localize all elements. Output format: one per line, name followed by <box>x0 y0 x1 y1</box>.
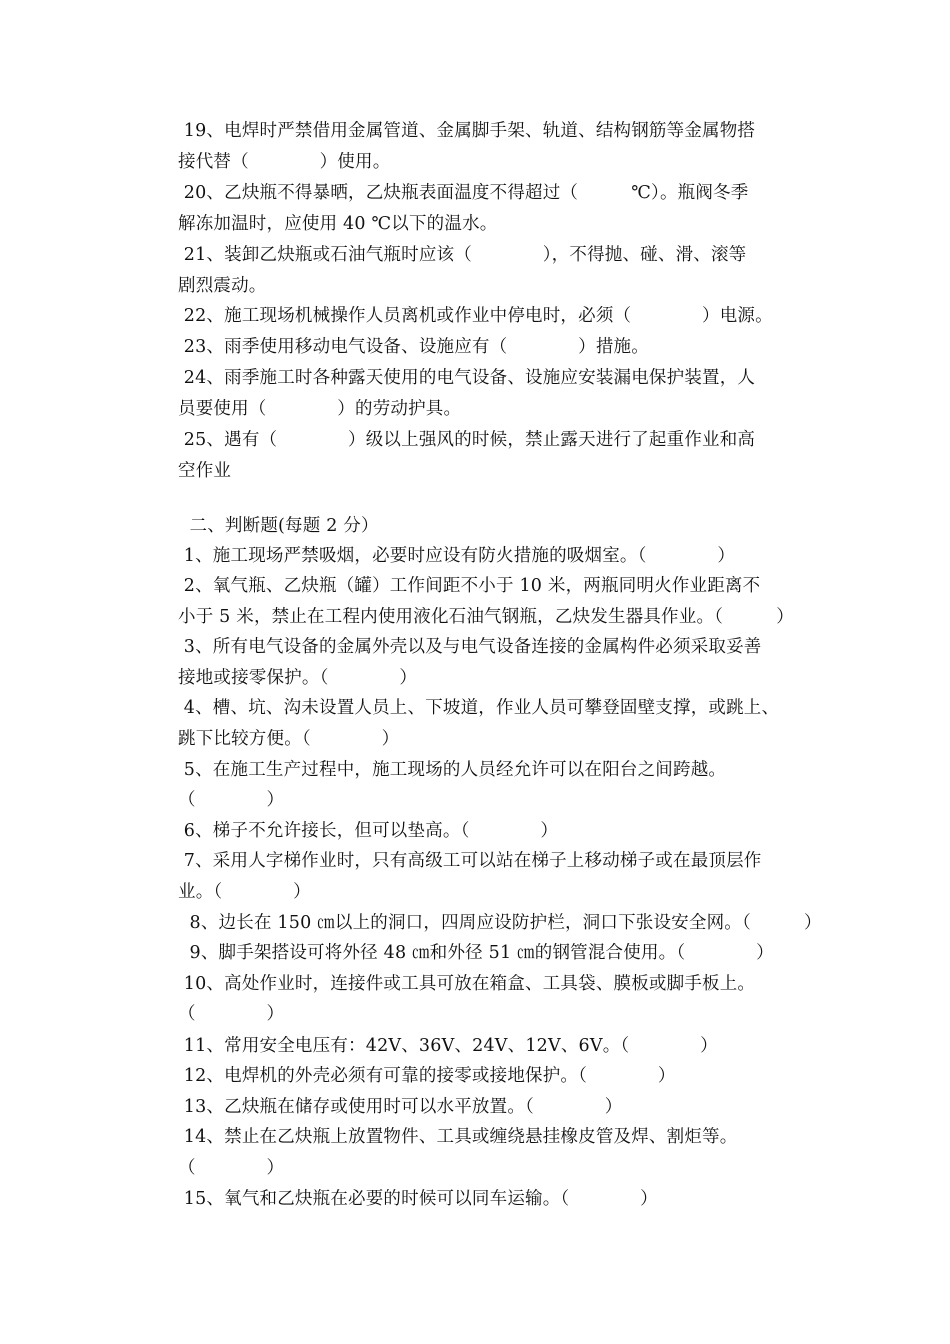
tf-11-line-1: 11、常用安全电压有：42V、36V、24V、12V、6V。（ ） <box>178 1036 718 1056</box>
tf-5-line-1: 5、在施工生产过程中，施工现场的人员经允许可以在阳台之间跨越。 <box>178 760 727 780</box>
tf-10-line-1: 10、高处作业时，连接件或工具可放在箱盒、工具袋、膜板或脚手板上。 <box>178 974 756 994</box>
tf-4-line-2: 跳下比较方便。（ ） <box>178 729 400 749</box>
question-23-line-1: 23、雨季使用移动电气设备、设施应有（ ）措施。 <box>178 337 649 357</box>
tf-2-line-1: 2、氧气瓶、乙炔瓶（罐）工作间距不小于 10 米，两瓶同明火作业距离不 <box>178 576 761 596</box>
tf-2-line-2: 小于 5 米，禁止在工程内使用液化石油气钢瓶，乙炔发生器具作业。（ ） <box>178 607 794 627</box>
tf-3-line-1: 3、所有电气设备的金属外壳以及与电气设备连接的金属构件必须采取妥善 <box>178 637 762 657</box>
tf-10-line-2: （ ） <box>178 1004 285 1024</box>
tf-4-line-1: 4、槽、坑、沟未设置人员上、下坡道，作业人员可攀登固壁支撑，或跳上、 <box>178 698 780 718</box>
question-20-line-1: 20、乙炔瓶不得暴晒，乙炔瓶表面温度不得超过（ ℃）。瓶阀冬季 <box>178 183 749 203</box>
tf-14-line-2: （ ） <box>178 1158 285 1178</box>
question-19-line-2: 接代替（ ）使用。 <box>178 152 391 172</box>
tf-5-line-2: （ ） <box>178 790 285 810</box>
question-25-line-2: 空作业 <box>178 461 232 481</box>
tf-13-line-1: 13、乙炔瓶在储存或使用时可以水平放置。（ ） <box>178 1097 623 1117</box>
question-21-line-2: 剧烈震动。 <box>178 276 267 296</box>
tf-12-line-1: 12、电焊机的外壳必须有可靠的接零或接地保护。（ ） <box>178 1066 676 1086</box>
tf-9-line-1: 9、脚手架搭设可将外径 48 ㎝和外径 51 ㎝的钢管混合使用。（ ） <box>178 943 774 963</box>
tf-15-line-1: 15、氧气和乙炔瓶在必要的时候可以同车运输。（ ） <box>178 1189 658 1209</box>
tf-3-line-2: 接地或接零保护。（ ） <box>178 668 418 688</box>
tf-1-line-1: 1、施工现场严禁吸烟，必要时应设有防火措施的吸烟室。（ ） <box>178 546 736 566</box>
question-20-line-2: 解冻加温时，应使用 40 ℃以下的温水。 <box>178 214 498 234</box>
tf-7-line-1: 7、采用人字梯作业时，只有高级工可以站在梯子上移动梯子或在最顶层作 <box>178 851 762 871</box>
tf-14-line-1: 14、禁止在乙炔瓶上放置物件、工具或缠绕悬挂橡皮管及焊、割炬等。 <box>178 1127 738 1147</box>
question-25-line-1: 25、遇有（ ）级以上强风的时候，禁止露天进行了起重作业和高 <box>178 430 756 450</box>
question-24-line-2: 员要使用（ ）的劳动护具。 <box>178 399 462 419</box>
question-24-line-1: 24、雨季施工时各种露天使用的电气设备、设施应安装漏电保护装置，人 <box>178 368 756 388</box>
section-heading-true-false: 二、判断题(每题 2 分） <box>178 516 379 536</box>
tf-6-line-1: 6、梯子不允许接长，但可以垫高。（ ） <box>178 821 559 841</box>
question-19-line-1: 19、电焊时严禁借用金属管道、金属脚手架、轨道、结构钢筋等金属物搭 <box>178 121 756 141</box>
question-21-line-1: 21、装卸乙炔瓶或石油气瓶时应该（ ），不得抛、碰、滑、滚等 <box>178 245 747 265</box>
tf-7-line-2: 业。（ ） <box>178 882 311 902</box>
tf-8-line-1: 8、边长在 150 ㎝以上的洞口，四周应设防护栏，洞口下张设安全网。（ ） <box>178 913 822 933</box>
question-22-line-1: 22、施工现场机械操作人员离机或作业中停电时，必须（ ）电源。 <box>178 306 773 326</box>
